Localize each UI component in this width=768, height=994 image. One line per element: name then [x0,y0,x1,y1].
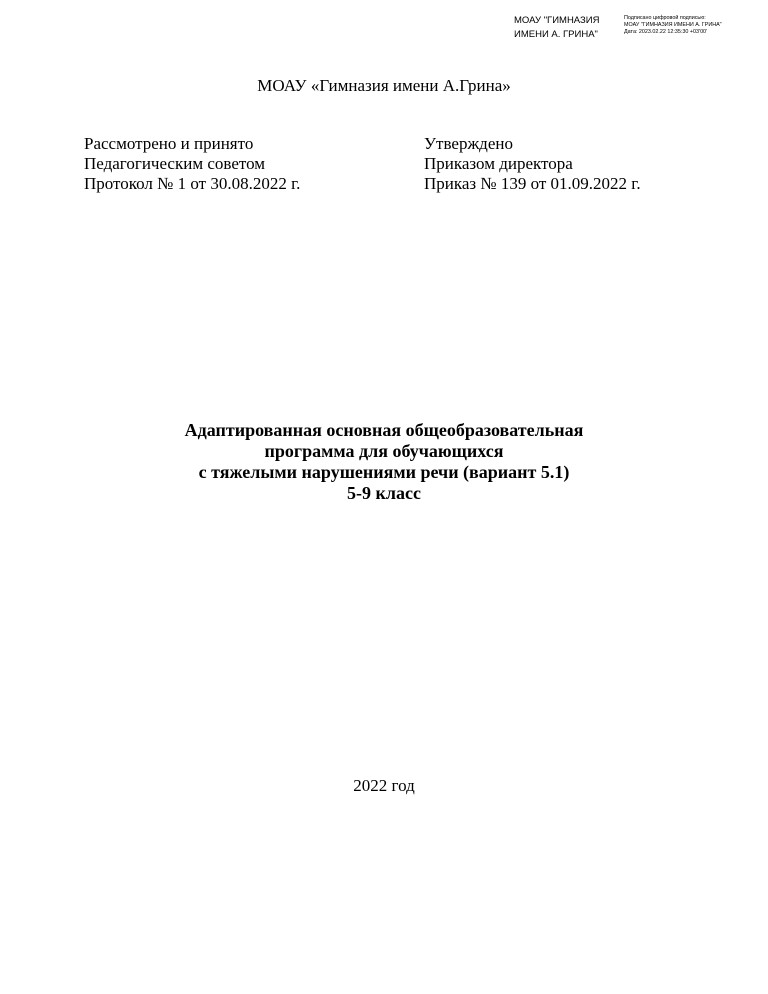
program-title-line: 5-9 класс [347,483,421,503]
review-block [84,134,300,194]
review-line: Рассмотрено и принято [84,134,254,153]
signature-detail-line: Дата: 2023.02.22 12:35:30 +03'00' [624,29,708,35]
review-line: Протокол № 1 от 30.08.2022 г. [84,174,301,193]
signature-name-line: МОАУ "ГИМНАЗИЯ [514,15,600,26]
digital-signature [514,14,764,42]
signature-name-line: ИМЕНИ А. ГРИНА" [514,29,598,40]
signature-name [514,14,622,42]
signature-detail-line: Подписано цифровой подписью: [624,15,706,21]
approval-line: Приказ № 139 от 01.09.2022 г. [424,174,641,193]
organization-title: МОАУ «Гимназия имени А.Грина» [257,76,511,95]
approval-line: Утверждено [424,134,513,153]
document-year: 2022 год [353,776,415,795]
signature-detail-line: МОАУ "ГИМНАЗИЯ ИМЕНИ А. ГРИНА" [624,22,722,28]
program-title-line: Адаптированная основная общеобразовательная [184,420,584,440]
review-line: Педагогическим советом [84,154,265,173]
approval-block [424,134,641,194]
program-title-line: программа для обучающихся [264,441,504,461]
program-title [0,420,768,504]
program-title-line: с тяжелыми нарушениями речи (вариант 5.1) [198,462,570,482]
signature-details [624,15,722,36]
approval-line: Приказом директора [424,154,573,173]
